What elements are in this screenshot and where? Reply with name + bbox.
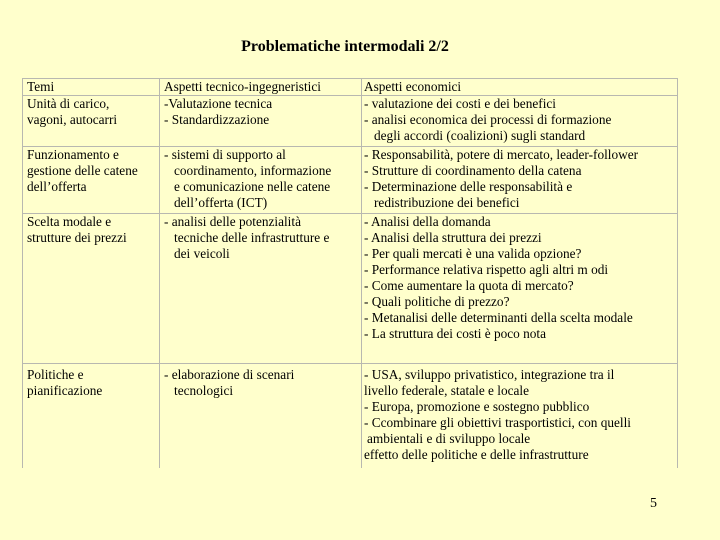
cell-line: effetto delle politiche e delle infrastrutture [364, 447, 589, 462]
column-header-label: Aspetti economici [364, 79, 462, 94]
cell-line: - Responsabilità, potere di mercato, leader-follower [364, 147, 639, 162]
column-header-aspetti-economici [364, 79, 461, 95]
cell-line: pianificazione [27, 383, 103, 398]
page-number: 5 [650, 496, 657, 511]
row-1-economico [364, 96, 611, 144]
cell-line: - sistemi di supporto al [164, 147, 286, 162]
cell-line: dei veicoli [174, 246, 230, 261]
cell-line: ambientali e di sviluppo locale [367, 431, 531, 446]
cell-line: strutture dei prezzi [27, 230, 127, 245]
row-4-tecnico [164, 367, 294, 399]
row-2-economico [364, 147, 638, 211]
row-1-tecnico [164, 96, 272, 128]
row-2-tema [27, 147, 138, 195]
row-3-tecnico [164, 214, 329, 262]
slide-title: Problematiche intermodali 2/2 [241, 38, 449, 55]
row-2-tecnico [164, 147, 331, 211]
table-column-divider [159, 78, 160, 468]
cell-line: - Analisi della domanda [364, 214, 491, 229]
column-header-temi [27, 79, 54, 95]
cell-line: -Valutazione tecnica [164, 96, 273, 111]
cell-line: Unità di carico, [27, 96, 110, 111]
cell-line: - elaborazione di scenari [164, 367, 295, 382]
cell-line: tecnologici [174, 383, 234, 398]
cell-line: redistribuzione dei benefici [374, 195, 520, 210]
cell-line: - analisi delle potenzialità [164, 214, 301, 229]
cell-line: - Ccombinare gli obiettivi trasportistici, con quelli [364, 415, 631, 430]
column-header-label: Temi [27, 79, 55, 94]
cell-line: coordinamento, informazione [174, 163, 332, 178]
cell-line: - valutazione dei costi e dei benefici [364, 96, 556, 111]
row-3-economico [364, 214, 633, 342]
cell-line: dell’offerta [27, 179, 87, 194]
cell-line: tecniche delle infrastrutture e [174, 230, 330, 245]
column-header-label: Aspetti tecnico-ingegneristici [164, 79, 321, 94]
cell-line: e comunicazione nelle catene [174, 179, 331, 194]
cell-line: - Europa, promozione e sostegno pubblico [364, 399, 590, 414]
cell-line: - Strutture di coordinamento della catena [364, 163, 582, 178]
cell-line: - Metanalisi delle determinanti della scelta modale [364, 310, 633, 325]
cell-line: dell’offerta (ICT) [174, 195, 268, 210]
table-border-right [677, 78, 678, 468]
cell-line: - analisi economica dei processi di formazione [364, 112, 612, 127]
cell-line: - Determinazione delle responsabilità e [364, 179, 573, 194]
cell-line: - Come aumentare la quota di mercato? [364, 278, 574, 293]
cell-line: vagoni, autocarri [27, 112, 118, 127]
cell-line: - Performance relativa rispetto agli altri m odi [364, 262, 609, 277]
row-4-tema [27, 367, 102, 399]
cell-line: Scelta modale e [27, 214, 112, 229]
row-1-tema [27, 96, 117, 128]
cell-line: - La struttura dei costi è poco nota [364, 326, 547, 341]
intermodal-issues-table [22, 78, 678, 468]
cell-line: - Quali politiche di prezzo? [364, 294, 510, 309]
table-row-divider [22, 363, 678, 364]
cell-line: degli accordi (coalizioni) sugli standard [374, 128, 586, 143]
column-header-aspetti-tecnici [164, 79, 321, 95]
table-border-top [22, 78, 678, 79]
cell-line: - Analisi della struttura dei prezzi [364, 230, 542, 245]
row-4-economico [364, 367, 631, 463]
cell-line: Politiche e [27, 367, 84, 382]
cell-line: - Per quali mercati è una valida opzione? [364, 246, 582, 261]
cell-line: livello federale, statale e locale [364, 383, 530, 398]
cell-line: - USA, sviluppo privatistico, integrazione tra il [364, 367, 615, 382]
table-column-divider [361, 78, 362, 468]
cell-line: - Standardizzazione [164, 112, 270, 127]
row-3-tema [27, 214, 127, 246]
cell-line: gestione delle catene [27, 163, 138, 178]
table-border-left [22, 78, 23, 468]
cell-line: Funzionamento e [27, 147, 119, 162]
